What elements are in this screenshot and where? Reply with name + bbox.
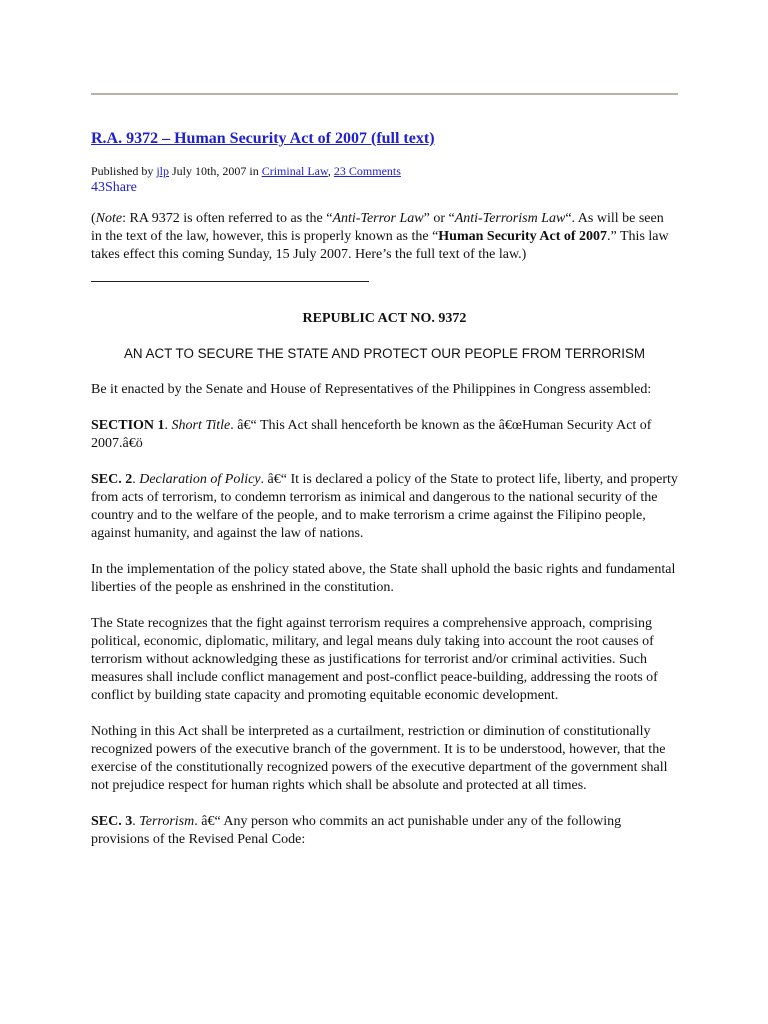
post-title [91,128,678,150]
note-label: Note [95,211,123,226]
note-text-3: “. As will be seen in the text of the law, however, this is properly known as the “ [91,211,664,244]
sec3-label: SEC. 3 [91,814,133,829]
note-paren: ( [91,211,96,226]
share-widget[interactable] [91,179,678,197]
sec1-label: SECTION 1 [91,418,165,433]
sec2-label: SEC. 2 [91,472,133,487]
sec1-dot: . [164,418,172,433]
article [91,128,678,849]
meta-separator: , [327,164,331,178]
note-hsa: Human Security Act of 2007 [438,229,608,244]
note-text-4: .” This law takes effect this coming Sunday, 15 July 2007. Here’s the full text of the law.) [91,229,669,262]
section-divider [91,281,369,282]
sec3-dot: . [132,814,140,829]
note-anti-terror: Anti-Terror Law [332,211,424,226]
note-text-1: : RA 9372 is often referred to as the “ [122,211,333,226]
post-date: July 10th, 2007 in [172,164,259,178]
sec3-text: . â€“ Any person who commits an act punishable under any of the following provisions of the Revised Penal Code: [91,814,622,847]
sec1-title: Short Title [171,418,231,433]
paragraph-recognizes: The State recognizes that the fight against terrorism requires a comprehensive approach, comprising political, economic, diplomatic, military, and legal means duly taking into account the root causes of terrorism without acknowledging these as justifications for terrorist and/or criminal activities. Such measures shall include conflict management and post-conflict peace-building, addressing the roots of conflict by building state capacity and promoting equitable economic development. [91,616,658,703]
published-by-label: Published by [91,164,154,178]
paragraph-implementation: In the implementation of the policy stated above, the State shall uphold the basic rights and fundamental liberties of the people as enshrined in the constitution. [91,562,676,595]
act-subheading: AN ACT TO SECURE THE STATE AND PROTECT OUR PEOPLE FROM TERRORISM [123,346,646,361]
section-2 [91,471,678,543]
share-button[interactable]: Share [105,180,137,195]
post-meta [91,163,678,179]
section-3 [91,813,678,849]
share-count: 43 [91,180,105,195]
category-link[interactable]: Criminal Law [261,164,328,178]
sec2-text: . â€“ It is declared a policy of the State to protect life, liberty, and property from acts of terrorism, to condemn terrorism as inimical and dangerous to the national security of the country and to the welfare of the people, and to make terrorism a crime against the Filipino people, against humanity, and against the law of nations. [91,472,678,541]
top-divider [91,93,678,95]
note-text-2: ” or “ [423,211,455,226]
sec2-title: Declaration of Policy [139,472,261,487]
note-anti-terrorism: Anti-Terrorism Law [454,211,566,226]
editor-note [91,210,678,264]
comments-link[interactable]: 23 Comments [333,164,401,178]
section-1 [91,417,678,453]
sec2-dot: . [132,472,140,487]
act-heading: REPUBLIC ACT NO. 9372 [302,311,467,326]
paragraph-nothing: Nothing in this Act shall be interpreted as a curtailment, restriction or diminution of constitutionally recognized powers of the executive branch of the government. It is to be understood, however, that the exercise of the constitutionally recognized powers of the executive department of the government shall not prejudice respect for human rights which shall be absolute and protected at all times. [91,724,668,793]
post-title-link[interactable]: R.A. 9372 – Human Security Act of 2007 (full text) [91,130,435,147]
author-link[interactable]: jlp [156,164,170,178]
sec3-title: Terrorism [139,814,195,829]
sec1-text: . â€“ This Act shall henceforth be known as the â€œHuman Security Act of 2007.â€ö [91,418,652,451]
enacting-clause: Be it enacted by the Senate and House of Representatives of the Philippines in Congress assembled: [91,382,652,397]
